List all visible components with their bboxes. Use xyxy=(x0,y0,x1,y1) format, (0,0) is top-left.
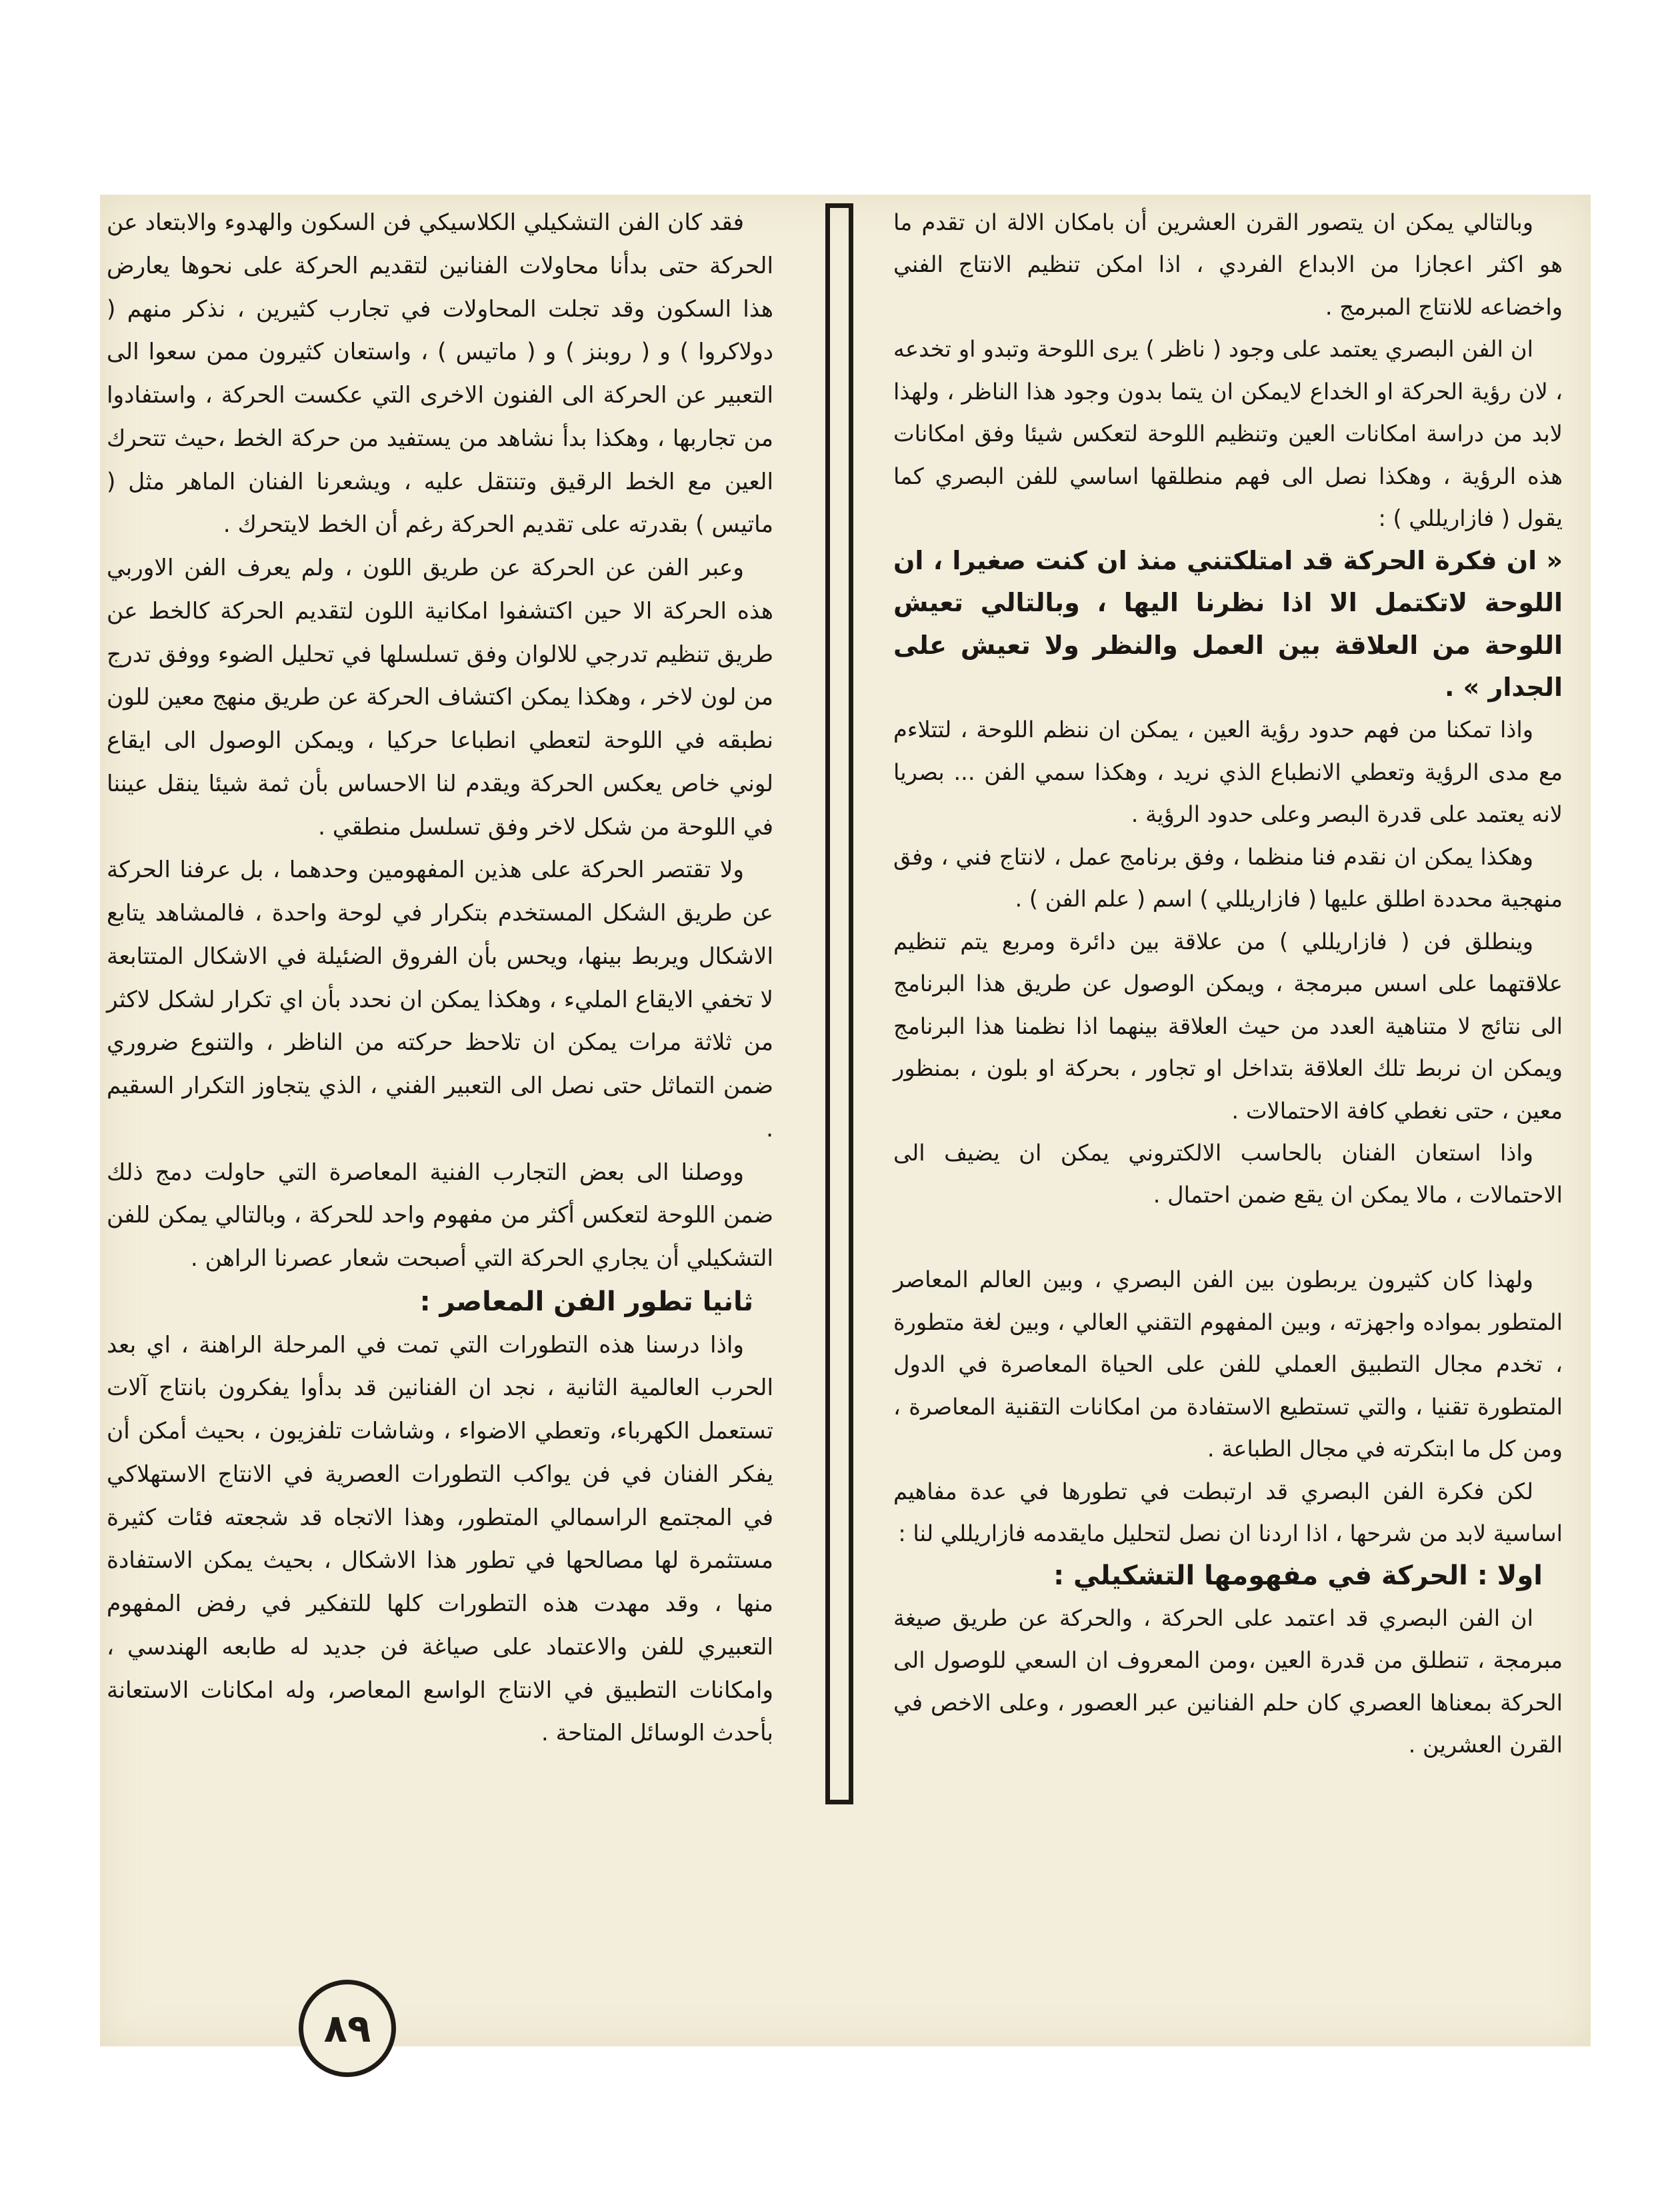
page-number: ٨٩ xyxy=(299,1980,396,2077)
paragraph: ان الفن البصري يعتمد على وجود ( ناظر ) يرى اللوحة وتبدو او تخدعه ، لان رؤية الحركة او الخداع لايمكن ان يتما بدون وجود هذا الناظر ، ولهذا لابد من دراسة امكانات العين وتنظيم اللوحة لتعكس شيئا وفق امكانات هذه الرؤية ، وهكذا نصل الى فهم منطلقها اساسي للفن البصري كما يقول ( فازاريللي ) : xyxy=(893,336,1563,532)
paragraph: واذا استعان الفنان بالحاسب الالكتروني يمكن ان يضيف الى الاحتمالات ، مالا يمكن ان يقع ضمن احتمال . xyxy=(893,1139,1563,1208)
paragraph: ولهذا كان كثيرون يربطون بين الفن البصري ، وبين العالم المعاصر المتطور بمواده واجهزته ، وبين المفهوم التقني العالي ، وبين لغة متطورة ، تخدم مجال التطبيق العملي للفن على الحياة المعاصرة في الدول المتطورة تقنيا ، والتي تستطيع الاستفادة من امكانات التقنية المعاصرة ، ومن كل ما ابتكرته في مجال الطباعة . xyxy=(893,1266,1563,1462)
section-heading: ثانيا تطور الفن المعاصر : xyxy=(419,1286,753,1317)
spacer xyxy=(893,1216,1563,1258)
paragraph: ان الفن البصري قد اعتمد على الحركة ، والحركة عن طريق صيغة مبرمجة ، تنطلق من قدرة العين ،ومن المعروف ان السعي للوصول الى الحركة بمعناها العصري كان حلم الفنانين عبر العصور ، وعلى الاخص في القرن العشرين . xyxy=(893,1604,1563,1758)
right-column xyxy=(893,201,1563,1766)
paragraph: وهكذا يمكن ان نقدم فنا منظما ، وفق برنامج عمل ، لانتاج فني ، وفق منهجية محددة اطلق عليها ( فازاريللي ) اسم ( علم الفن ) . xyxy=(893,843,1563,913)
paragraph: واذا تمكنا من فهم حدود رؤية العين ، يمكن ان ننظم اللوحة ، لتتلاءم مع مدى الرؤية وتعطي الانطباع الذي نريد ، وهكذا سمي الفن ... بصريا لانه يعتمد على قدرة البصر وعلى حدود الرؤية . xyxy=(893,717,1563,828)
paragraph: واذا درسنا هذه التطورات التي تمت في المرحلة الراهنة ، اي بعد الحرب العالمية الثانية ، نجد ان الفنانين قد بدأوا يفكرون بانتاج آلات تستعمل الكهرباء، وتعطي الاضواء ، وشاشات تلفزيون ، بحيث أمكن أن يفكر الفنان في فن يواكب التطورات العصرية في الانتاج الاستهلاكي في المجتمع الراسمالي المتطور، وهذا الاتجاه قد شجعته فئات كثيرة مستثمرة لها مصالحها في تطور هذا الاشكال ، بحيث يمكن الاستفادة منها ، وقد مهدت هذه التطورات كلها للتفكير في رفض المفهوم التعبيري للفن والاعتماد على صياغة فن جديد له طابعه الهندسي ، وامكانات التطبيق في الانتاج الواسع المعاصر، وله امكانات الاستعانة بأحدث الوسائل المتاحة . xyxy=(107,1331,773,1747)
paragraph: لكن فكرة الفن البصري قد ارتبطت في تطورها في عدة مفاهيم اساسية لابد من شرحها ، اذا اردنا ان نصل لتحليل مايقدمه فازاريللي لنا : xyxy=(893,1478,1563,1547)
section-heading: اولا : الحركة في مفهومها التشكيلي : xyxy=(1053,1560,1543,1591)
paragraph: وعبر الفن عن الحركة عن طريق اللون ، ولم يعرف الفن الاوربي هذه الحركة الا حين اكتشفوا امكانية اللون لتقديم الحركة كالخط عن طريق تنظيم تدرجي للالوان وفق تسلسلها في تحليل الضوء ووفق تدرج من لون لاخر ، وهكذا يمكن اكتشاف الحركة عن طريق منهج معين للون نطبقه في اللوحة لتعطي انطباعا حركيا ، ويمكن الوصول الى ايقاع لوني خاص يعكس الحركة ويقدم لنا الاحساس بأن ثمة شيئا ينقل عيننا في اللوحة من شكل لاخر وفق تسلسل منطقي . xyxy=(107,555,773,841)
paragraph: فقد كان الفن التشكيلي الكلاسيكي فن السكون والهدوء والابتعاد عن الحركة حتى بدأنا محاولات الفنانين لتقديم الحركة على نحوها يعارض هذا السكون وقد تجلت المحاولات في تجارب كثيرين ، نذكر منهم ( دولاكروا ) و ( روبنز ) و ( ماتيس ) ، واستعان كثيرون ممن سعوا الى التعبير عن الحركة الى الفنون الاخرى التي عكست الحركة ، واستفادوا من تجاربها ، وهكذا بدأ نشاهد من يستفيد من حركة الخط ،حيث تتحرك العين مع الخط الرقيق وتنتقل عليه ، ويشعرنا الفنان الماهر مثل ( ماتيس ) بقدرته على تقديم الحركة رغم أن الخط لايتحرك . xyxy=(107,209,773,539)
paragraph: وينطلق فن ( فازاريللي ) من علاقة بين دائرة ومربع يتم تنظيم علاقتهما على اسس مبرمجة ، ويمكن الوصول عن طريق هذا البرنامج الى نتائج لا متناهية العدد من حيث العلاقة بينهما اذا نظمنا هذا البرنامج ويمكن ان نربط تلك العلاقة بتداخل او تجاور ، بحركة او بلون ، بمنظور معين ، حتى نغطي كافة الاحتمالات . xyxy=(893,928,1563,1124)
paragraph: وبالتالي يمكن ان يتصور القرن العشرين أن بامكان الالة ان تقدم ما هو اكثر اعجازا من الابداع الفردي ، اذا امكن تنظيم الانتاج الفني واخضاعه للانتاج المبرمج . xyxy=(893,209,1563,320)
paragraph: ولا تقتصر الحركة على هذين المفهومين وحدهما ، بل عرفنا الحركة عن طريق الشكل المستخدم بتكرار في لوحة واحدة ، فالمشاهد يتابع الاشكال ويربط بينها، ويحس بأن الفروق الضئيلة في الاشكال المتتابعة لا تخفي الايقاع المليء ، وهكذا يمكن ان نحدد بأن اي تكرار لشكل لاكثر من ثلاثة مرات يمكن ان تلاحظ حركته من الناظر ، والتنوع ضروري ضمن التماثل حتى نصل الى التعبير الفني ، الذي يتجاوز التكرار السقيم . xyxy=(107,857,773,1142)
left-column xyxy=(107,201,773,1755)
vasarely-quote: « ان فكرة الحركة قد امتلكتني منذ ان كنت صغيرا ، ان اللوحة لاتكتمل الا اذا نظرنا اليها ، وبالتالي تعيش اللوحة من العلاقة بين العمل والنظر ولا تعيش على الجدار » . xyxy=(893,545,1563,702)
paragraph: ووصلنا الى بعض التجارب الفنية المعاصرة التي حاولت دمج ذلك ضمن اللوحة لتعكس أكثر من مفهوم واحد للحركة ، وبالتالي يمكن للفن التشكيلي أن يجاري الحركة التي أصبحت شعار عصرنا الراهن . xyxy=(107,1158,773,1272)
column-divider xyxy=(825,203,853,1804)
